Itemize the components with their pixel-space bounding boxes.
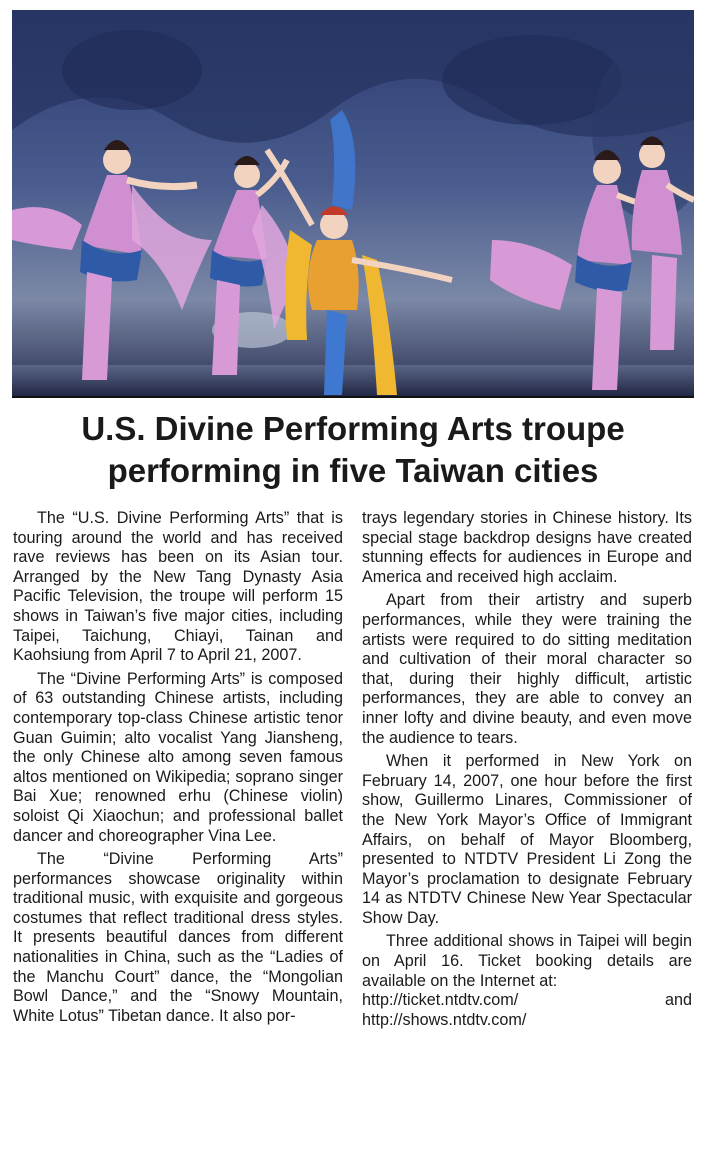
url-line-2 xyxy=(362,1011,692,1031)
paragraph-additional-shows: Three additional shows in Taipei will begin on April 16. Ticket booking details are available on the Internet at: xyxy=(362,932,692,990)
dance-performance-photo xyxy=(12,10,694,398)
paragraph-continued: trays legendary stories in Chinese history. Its special stage backdrop designs have created stunning effects for audiences in Europe and America and received high acclaim. xyxy=(362,509,692,586)
paragraph-performances: The “Divine Performing Arts” performances showcase originality within traditional music, with exquisite and gorgeous costumes that reflect traditional dress styles. It presents beautiful dances from different nationalities in China, such as the “Ladies of the Manchu Court” dance, the “Mongolian Bowl Dance,” and the “Snowy Mountain, White Lotus” Tibetan dance. It also por- xyxy=(13,850,343,1025)
paragraph-artists: The “Divine Performing Arts” is composed of 63 outstanding Chinese artists, including contemporary top-class Chinese artistic tenor Guan Guimin; alto vocalist Yang Jiansheng, the only Chinese alto among seven famous altos mentioned on Wikipedia; soprano singer Bai Xue; renowned erhu (Chinese violin) soloist Qi Xiaochun; and professional ballet dancer and choreographer Vina Lee. xyxy=(13,669,343,845)
url-joiner: and xyxy=(664,991,692,1010)
url-line-1 xyxy=(362,991,692,1011)
paragraph-new-york: When it performed in New York on February 14, 2007, one hour before the first show, Guillermo Linares, Commissioner of the New York Mayor’s Office of Immigrant Affairs, on behalf of Mayor Bloomberg, presented to NTDTV President Li Zong the Mayor’s proclamation to designate February 14 as NTDTV Chinese New Year Spectacular Show Day. xyxy=(362,752,692,927)
headline-line-2: performing in five Taiwan cities xyxy=(107,452,599,489)
article-column-left xyxy=(13,509,343,1030)
dance-performance-illustration xyxy=(12,10,694,396)
article-column-right xyxy=(362,509,692,1030)
paragraph-artistry: Apart from their artistry and superb performances, while they were training the artists were required to do sitting meditation and cultivation of their moral character so that, during their highly difficult, artistic performances, they are able to convey an inner lofty and divine beauty, and even move the audience to tears. xyxy=(362,591,692,747)
article-headline xyxy=(12,408,694,492)
headline-line-1: U.S. Divine Performing Arts troupe xyxy=(81,410,625,447)
shows-url[interactable]: http://shows.ntdtv.com/ xyxy=(362,1010,527,1029)
paragraph-intro: The “U.S. Divine Performing Arts” that is touring around the world and has received rave reviews has been on its Asian tour. Arranged by the New Tang Dynasty Asia Pacific Television, the troupe will perform 15 shows in Taiwan’s five major cities, including Taipei, Taichung, Chiayi, Tainan and Kaohsiung from April 7 to April 21, 2007. xyxy=(13,509,343,665)
ticket-url[interactable]: http://ticket.ntdtv.com/ xyxy=(362,991,519,1010)
